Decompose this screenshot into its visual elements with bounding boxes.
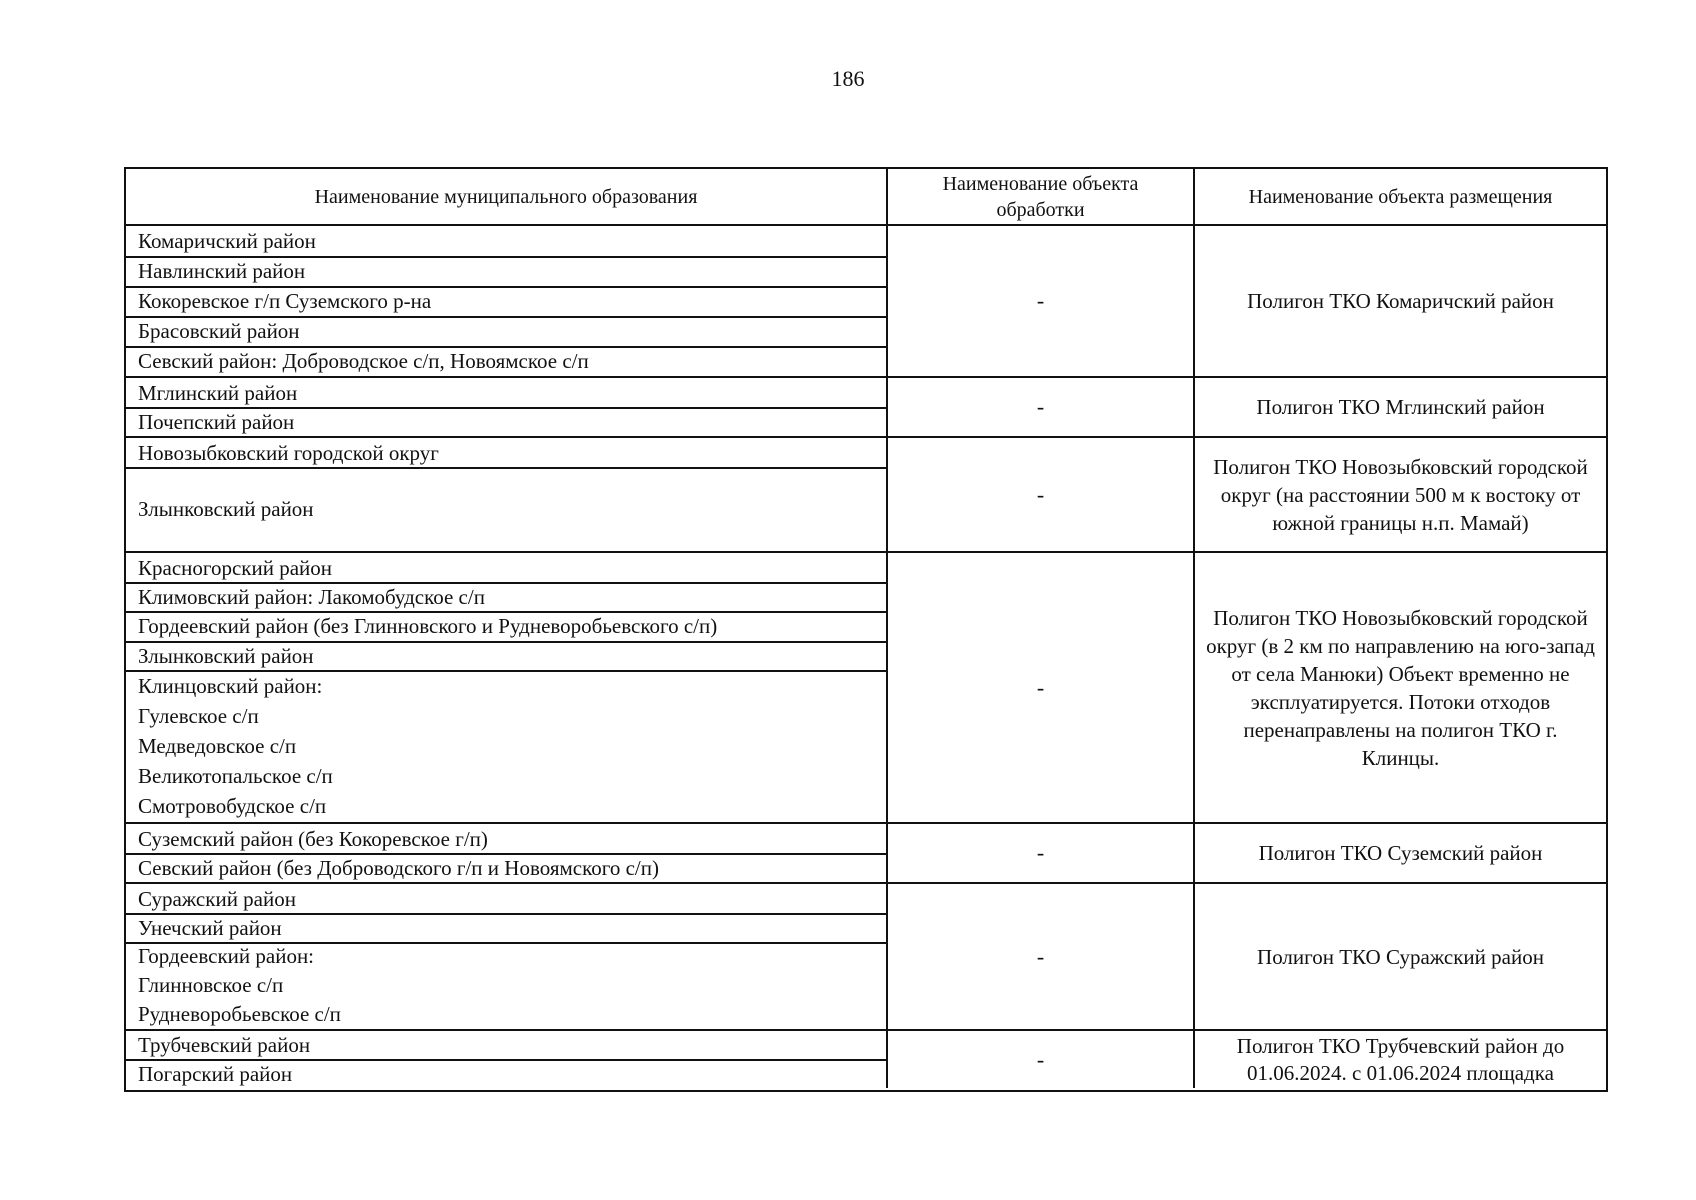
table-row-group: [126, 553, 1606, 822]
placement-cell: Полигон ТКО Комаричский район: [1193, 226, 1606, 376]
municipality-line: Смотровобудское с/п: [138, 794, 327, 818]
municipality-line: Великотопальское с/п: [138, 764, 333, 788]
municipality-cell: Новозыбковский городской округ: [138, 440, 439, 465]
header-processing: Наименование объекта обработки: [886, 169, 1193, 224]
municipality-cell: Почепский район: [138, 409, 295, 434]
municipality-line: Гордеевский район:: [138, 944, 315, 968]
processing-cell: -: [886, 438, 1193, 551]
header-municipality: Наименование муниципального образования: [314, 185, 698, 208]
municipality-cell-multiline: [126, 670, 886, 822]
municipality-cell: Гордеевский район (без Глинновского и Рудневоробьевского с/п): [138, 614, 718, 638]
header-placement: Наименование объекта размещения: [1193, 169, 1606, 224]
municipality-cell: Севский район (без Доброводского г/п и Новоямского с/п): [138, 855, 659, 880]
processing-cell: -: [886, 378, 1193, 436]
placement-cell: Полигон ТКО Трубчевский район до 01.06.2024. с 01.06.2024 площадка: [1193, 1031, 1606, 1088]
municipality-cell: Унечский район: [138, 915, 282, 940]
municipality-cell: Трубчевский район: [138, 1033, 311, 1057]
processing-cell: -: [886, 884, 1193, 1029]
municipality-cell: Мглинский район: [138, 380, 298, 405]
municipality-cell: Севский район: Доброводское с/п, Новоямское с/п: [138, 349, 589, 373]
municipality-line: Клинцовский район:: [138, 674, 323, 698]
table-row-group: [126, 378, 1606, 436]
municipality-line: Глинновское с/п: [138, 973, 284, 997]
municipality-cell: Злынковский район: [138, 497, 314, 521]
municipality-cell: Кокоревское г/п Суземского р-на: [138, 289, 432, 313]
municipality-cell: Брасовский район: [138, 319, 300, 343]
municipality-line: Рудневоробьевское с/п: [138, 1002, 341, 1026]
municipality-cell: Красногорский район: [138, 555, 333, 580]
municipality-cell: Комаричский район: [138, 229, 316, 253]
page-number: 186: [831, 66, 865, 91]
table-row-group: [126, 1031, 1606, 1088]
municipality-line: Гулевское с/п: [138, 704, 259, 728]
placement-cell: Полигон ТКО Суземский район: [1193, 824, 1606, 882]
municipality-cell: Суземский район (без Кокоревское г/п): [138, 826, 488, 851]
processing-cell: -: [886, 824, 1193, 882]
table-header-row: [126, 169, 1606, 224]
table-row-group: [126, 438, 1606, 551]
municipality-cell: Навлинский район: [138, 259, 306, 283]
placement-cell: Полигон ТКО Новозыбковский городской округ (на расстоянии 500 м к востоку от южной границы н.п. Мамай): [1193, 438, 1606, 551]
municipality-cell: Погарский район: [138, 1061, 293, 1086]
processing-cell: -: [886, 226, 1193, 376]
table-row-group: [126, 824, 1606, 882]
placement-cell: Полигон ТКО Новозыбковский городской округ (в 2 км по направлению на юго-запад от села Манюки) Объект временно не эксплуатируется. Потоки отходов перенаправлены на полигон ТКО г. Клинцы.: [1193, 553, 1606, 822]
table-row-group: [126, 226, 1606, 376]
waste-facilities-table: [124, 167, 1608, 1092]
table-row-group: [126, 884, 1606, 1029]
municipality-line: Медведовское с/п: [138, 734, 297, 758]
placement-cell: Полигон ТКО Суражский район: [1193, 884, 1606, 1029]
municipality-cell: Злынковский район: [138, 643, 314, 668]
placement-cell: Полигон ТКО Мглинский район: [1193, 378, 1606, 436]
municipality-cell-multiline: [126, 942, 886, 1029]
municipality-cell: Климовский район: Лакомобудское с/п: [138, 584, 485, 609]
processing-cell: -: [886, 1031, 1193, 1088]
municipality-cell: Суражский район: [138, 886, 296, 911]
processing-cell: -: [886, 553, 1193, 822]
